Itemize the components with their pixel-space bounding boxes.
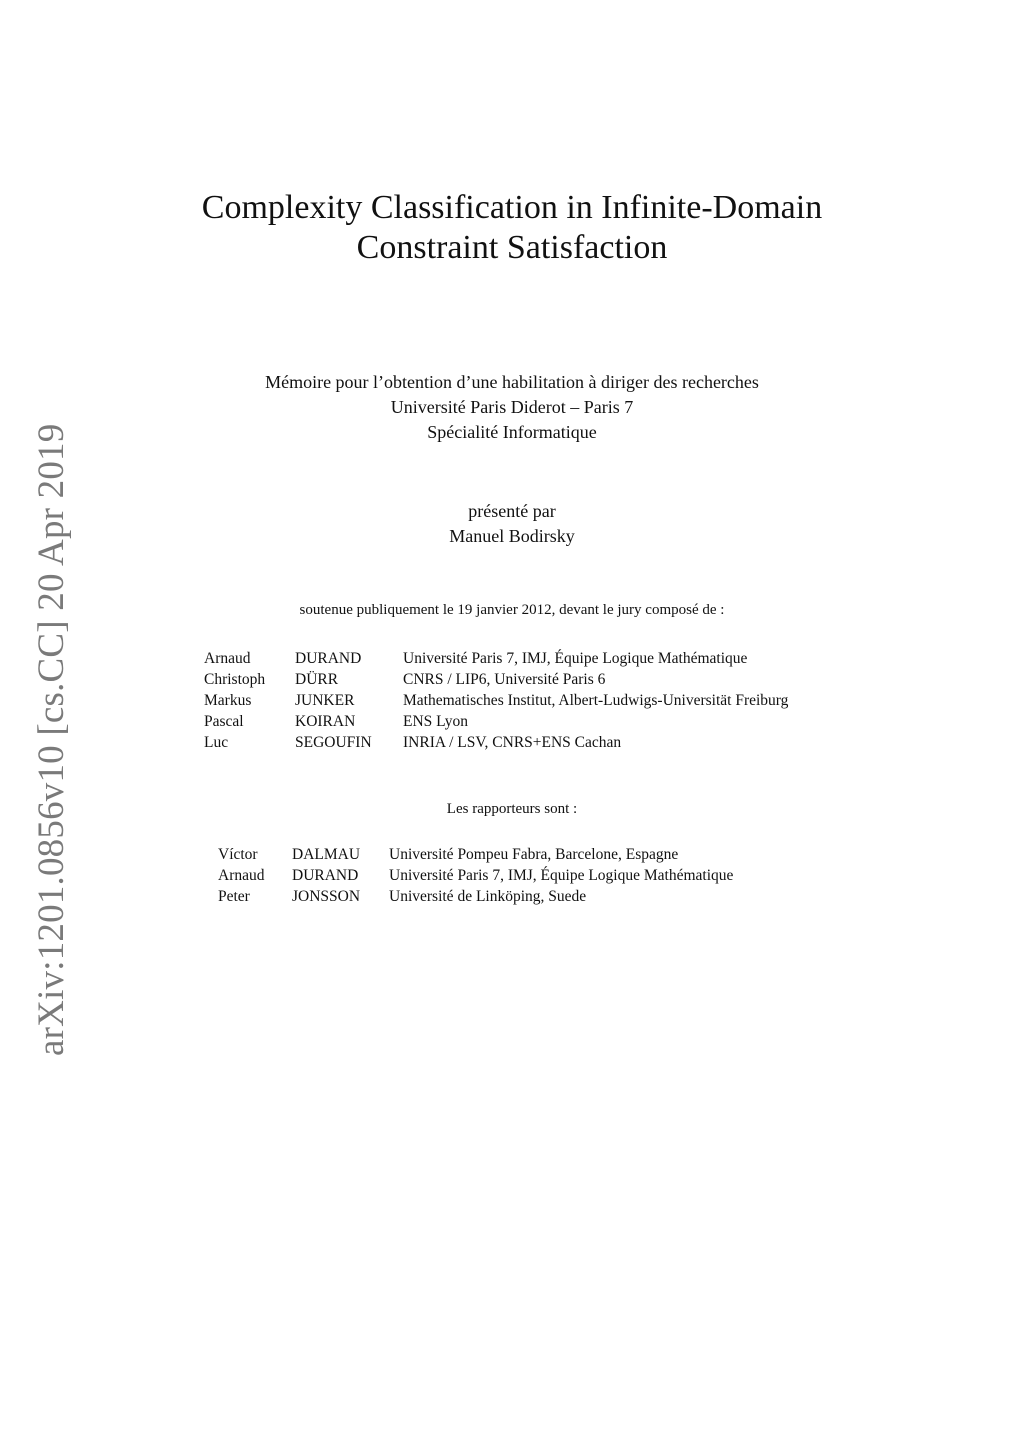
jury-member-row-last-name: JUNKER: [295, 692, 355, 709]
jury-member-row-affiliation: CNRS / LIP6, Université Paris 6: [403, 671, 606, 688]
presented-block: [0, 499, 1024, 549]
rapporteur-row: [218, 865, 733, 886]
jury-member-row-last-name: SEGOUFIN: [295, 734, 372, 751]
title-line-2: Constraint Satisfaction: [356, 229, 668, 266]
jury-member-row-first-name: Luc: [204, 734, 229, 751]
defense-statement: soutenue publiquement le 19 janvier 2012, devant le jury composé de :: [299, 602, 725, 618]
presented-label: présenté par: [468, 501, 556, 521]
jury-member-row: [204, 732, 788, 753]
arxiv-identifier-stamp: arXiv:1201.0856v10 [cs.CC] 20 Apr 2019: [31, 423, 72, 1056]
author-name: Manuel Bodirsky: [449, 526, 575, 546]
rapporteur-row-affiliation: Université Pompeu Fabra, Barcelone, Espagne: [389, 846, 679, 863]
jury-table: [204, 648, 788, 753]
rapporteur-row-last-name: JONSSON: [292, 888, 361, 905]
rapporteurs-table: [218, 844, 733, 907]
rapporteur-row: [218, 844, 733, 865]
jury-member-row-affiliation: ENS Lyon: [403, 713, 469, 730]
rapporteur-row: [218, 886, 733, 907]
title-line-1: Complexity Classification in Infinite-Domain: [201, 189, 823, 226]
jury-member-row: [204, 711, 788, 732]
jury-member-row-affiliation: Université Paris 7, IMJ, Équipe Logique Mathématique: [403, 650, 748, 667]
jury-member-row-first-name: Markus: [204, 692, 252, 709]
document-title: [0, 188, 1024, 268]
memoire-line-2: Université Paris Diderot – Paris 7: [390, 397, 634, 417]
rapporteur-row-last-name: DALMAU: [292, 846, 361, 863]
jury-member-row-affiliation: INRIA / LSV, CNRS+ENS Cachan: [403, 734, 622, 751]
jury-member-row: [204, 669, 788, 690]
jury-member-row-last-name: DURAND: [295, 650, 362, 667]
jury-member-row-last-name: DÜRR: [295, 671, 339, 688]
jury-member-row: [204, 648, 788, 669]
memoire-line-3: Spécialité Informatique: [427, 422, 597, 442]
rapporteur-row-first-name: Víctor: [218, 846, 258, 863]
rapporteur-row-last-name: DURAND: [292, 867, 359, 884]
jury-member-row-first-name: Pascal: [204, 713, 244, 730]
rapporteur-row-affiliation: Université de Linköping, Suede: [389, 888, 587, 905]
rapporteur-row-first-name: Peter: [218, 888, 250, 905]
rapporteurs-heading: Les rapporteurs sont :: [446, 801, 578, 817]
jury-member-row: [204, 690, 788, 711]
jury-member-row-last-name: KOIRAN: [295, 713, 356, 730]
memoire-line-1: Mémoire pour l’obtention d’une habilitation à diriger des recherches: [265, 372, 759, 392]
memoire-block: [0, 370, 1024, 445]
jury-member-row-affiliation: Mathematisches Institut, Albert-Ludwigs-Universität Freiburg: [403, 692, 789, 709]
jury-member-row-first-name: Christoph: [204, 671, 266, 688]
rapporteur-row-affiliation: Université Paris 7, IMJ, Équipe Logique Mathématique: [389, 867, 734, 884]
rapporteur-row-first-name: Arnaud: [218, 867, 265, 884]
jury-member-row-first-name: Arnaud: [204, 650, 251, 667]
